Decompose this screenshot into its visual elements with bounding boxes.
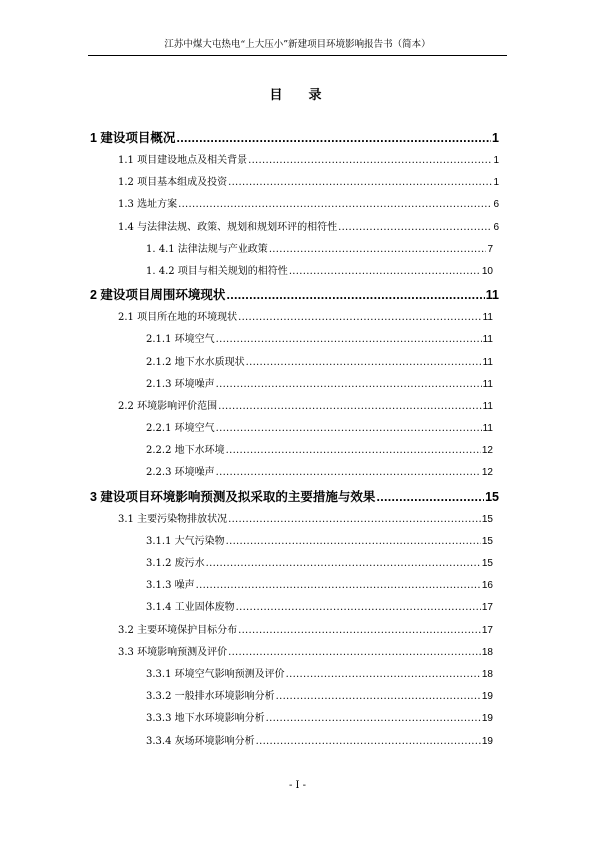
toc-entry-page: 6: [493, 221, 499, 233]
running-header: 江苏中煤大屯热电“上大压小”新建项目环境影响报告书（简本）: [88, 38, 507, 56]
toc-entry-page: 1: [493, 177, 499, 189]
toc-entry[interactable]: [90, 283, 499, 307]
toc-entry-page: 19: [481, 735, 493, 747]
toc-entry[interactable]: [90, 307, 493, 329]
toc-entry-page: 15: [481, 513, 493, 525]
toc-entry-label: 1.1 项目建设地点及相关背景: [118, 155, 248, 166]
toc-entry-label: 3.1.1 大气污染物: [146, 535, 225, 547]
toc-leader-dots: [276, 686, 481, 708]
toc-entry[interactable]: [90, 239, 493, 261]
toc-leader-dots: [228, 172, 492, 194]
toc-entry-page: 15: [481, 558, 493, 569]
toc-entry[interactable]: [90, 462, 493, 484]
toc-entry-page: 18: [481, 646, 493, 658]
toc-entry-page: 16: [481, 580, 493, 592]
toc-entry[interactable]: [90, 642, 493, 664]
toc-entry-label: 2.2.3 环境噪声: [146, 467, 215, 479]
toc-entry[interactable]: [90, 686, 493, 708]
toc-entry[interactable]: [90, 172, 499, 194]
toc-entry[interactable]: [90, 620, 493, 642]
toc-leader-dots: [226, 283, 484, 307]
toc-title-char-2: 录: [308, 88, 326, 103]
toc-entry[interactable]: [90, 352, 493, 374]
toc-entry-page: 10: [481, 265, 493, 277]
toc-entry-page: 11: [482, 334, 493, 346]
toc-entry-label: 2.1.1 环境空气: [146, 334, 215, 346]
toc-entry-page: 7: [487, 243, 493, 255]
toc-leader-dots: [286, 664, 481, 686]
table-of-contents: [90, 126, 499, 753]
toc-leader-dots: [256, 731, 481, 753]
toc-entry-page: 11: [482, 312, 493, 324]
toc-leader-dots: [238, 620, 481, 642]
toc-entry-label: 3.3.3 地下水环境影响分析: [146, 713, 265, 725]
toc-leader-dots: [248, 150, 492, 172]
toc-leader-dots: [196, 575, 481, 597]
toc-entry-label: 1.2 项目基本组成及投资: [118, 177, 228, 189]
toc-leader-dots: [216, 374, 482, 396]
toc-leader-dots: [216, 329, 482, 351]
toc-entry[interactable]: [90, 440, 493, 462]
toc-entry-label: 1. 4.1 法律法规与产业政策: [146, 243, 268, 255]
toc-entry-label: 3.3.2 一般排水环境影响分析: [146, 691, 275, 703]
toc-entry-label: 3.1 主要污染物排放状况: [118, 513, 228, 525]
toc-entry-label: 2.1.2 地下水水质现状: [146, 356, 245, 368]
toc-leader-dots: [228, 642, 481, 664]
toc-title: [0, 84, 595, 103]
toc-entry-label: 1. 4.2 项目与相关规划的相符性: [146, 265, 288, 277]
toc-leader-dots: [376, 485, 484, 509]
toc-entry-label: 2.1.3 环境噪声: [146, 378, 215, 390]
toc-entry[interactable]: [90, 597, 493, 619]
toc-leader-dots: [289, 261, 481, 283]
toc-entry-label: 2.2.1 环境空气: [146, 423, 215, 435]
toc-entry-page: 11: [482, 423, 493, 435]
toc-leader-dots: [216, 418, 482, 440]
toc-leader-dots: [269, 239, 487, 261]
toc-entry[interactable]: [90, 261, 493, 283]
toc-leader-dots: [236, 597, 481, 619]
toc-entry-label: 1.4 与法律法规、政策、规划和规划环评的相符性: [118, 221, 338, 233]
toc-entry-page: 15: [485, 489, 499, 504]
toc-leader-dots: [246, 352, 482, 374]
page-number: - I -: [288, 780, 307, 791]
toc-entry[interactable]: [90, 509, 493, 531]
toc-entry-label: 2 建设项目周围环境现状: [90, 288, 226, 303]
toc-entry-page: 18: [481, 668, 493, 680]
toc-entry[interactable]: [90, 418, 493, 440]
toc-entry-page: 11: [482, 400, 493, 412]
toc-leader-dots: [266, 708, 481, 730]
toc-entry-label: 3.3.4 灰场环境影响分析: [146, 735, 255, 747]
toc-leader-dots: [176, 126, 491, 150]
toc-entry[interactable]: [90, 329, 493, 351]
toc-entry[interactable]: [90, 575, 493, 597]
toc-entry[interactable]: [90, 374, 493, 396]
toc-entry[interactable]: [90, 150, 499, 172]
toc-entry[interactable]: [90, 664, 493, 686]
toc-leader-dots: [206, 553, 481, 575]
toc-leader-dots: [226, 440, 481, 462]
toc-entry-label: 3 建设项目环境影响预测及拟采取的主要措施与效果: [90, 489, 376, 504]
toc-entry-label: 3.1.2 废污水: [146, 558, 205, 569]
toc-entry[interactable]: [90, 126, 499, 150]
toc-entry-page: 19: [481, 691, 493, 703]
toc-entry-page: 19: [481, 713, 493, 725]
toc-entry[interactable]: [90, 553, 493, 575]
toc-entry[interactable]: [90, 708, 493, 730]
toc-leader-dots: [178, 194, 492, 216]
toc-entry-page: 15: [481, 535, 493, 547]
toc-entry-label: 3.3.1 环境空气影响预测及评价: [146, 668, 285, 680]
toc-entry-page: 11: [482, 356, 493, 368]
toc-leader-dots: [338, 217, 492, 239]
toc-entry[interactable]: [90, 485, 499, 509]
toc-entry-page: 11: [485, 288, 499, 303]
toc-entry-label: 2.2.2 地下水环境: [146, 445, 225, 457]
toc-entry-page: 1: [492, 131, 499, 145]
toc-leader-dots: [216, 462, 481, 484]
toc-entry-label: 3.3 环境影响预测及评价: [118, 646, 228, 658]
toc-entry-page: 12: [481, 445, 493, 457]
toc-leader-dots: [226, 531, 481, 553]
toc-entry-page: 17: [481, 602, 493, 614]
toc-entry-label: 1.3 选址方案: [118, 199, 178, 211]
toc-entry-label: 2.2 环境影响评价范围: [118, 400, 218, 412]
toc-entry-page: 12: [481, 467, 493, 479]
toc-entry-label: 3.1.4 工业固体废物: [146, 602, 235, 614]
toc-title-char-1: 目: [269, 88, 287, 103]
toc-entry-label: 3.1.3 噪声: [146, 580, 195, 592]
toc-entry-label: 3.2 主要环境保护目标分布: [118, 624, 238, 636]
toc-entry[interactable]: [90, 217, 499, 239]
toc-leader-dots: [228, 509, 481, 531]
toc-entry-page: 17: [481, 624, 493, 636]
toc-entry[interactable]: [90, 731, 493, 753]
toc-entry-page: 1: [493, 155, 499, 166]
toc-leader-dots: [218, 396, 482, 418]
toc-entry-page: 11: [482, 378, 493, 390]
toc-entry[interactable]: [90, 531, 493, 553]
toc-entry[interactable]: [90, 396, 493, 418]
toc-entry-label: 1 建设项目概况: [90, 131, 176, 145]
toc-leader-dots: [238, 307, 482, 329]
toc-entry-label: 2.1 项目所在地的环境现状: [118, 312, 238, 324]
toc-entry-page: 6: [493, 199, 499, 211]
toc-entry[interactable]: [90, 194, 499, 216]
